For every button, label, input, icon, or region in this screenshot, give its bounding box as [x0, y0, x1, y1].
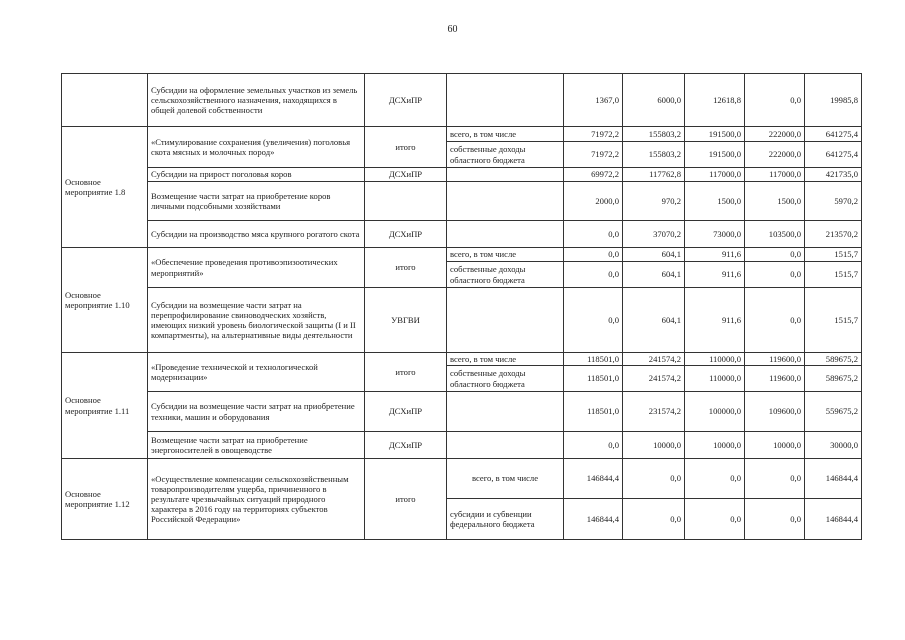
value-cell: 73000,0	[685, 221, 745, 248]
value-cell: 970,2	[623, 182, 685, 221]
table-row	[62, 459, 862, 499]
value-cell: 0,0	[564, 432, 623, 459]
value-cell: 222000,0	[745, 142, 805, 168]
value-cell: 911,6	[685, 288, 745, 353]
table-row	[62, 182, 862, 221]
value-cell: 641275,4	[805, 127, 862, 142]
value-cell: 5970,2	[805, 182, 862, 221]
row-code-cell	[62, 74, 148, 127]
value-cell: 10000,0	[685, 432, 745, 459]
value-cell: 69972,2	[564, 168, 623, 182]
row-source-cell: собственные доходы областного бюджета	[447, 142, 564, 168]
table-row	[62, 353, 862, 366]
row-source-cell	[447, 288, 564, 353]
value-cell: 100000,0	[685, 392, 745, 432]
value-cell: 0,0	[564, 288, 623, 353]
value-cell: 1500,0	[685, 182, 745, 221]
value-cell: 118501,0	[564, 353, 623, 366]
value-cell: 0,0	[745, 459, 805, 499]
row-source-cell	[447, 168, 564, 182]
value-cell: 10000,0	[745, 432, 805, 459]
row-name-cell: Субсидии на возмещение части затрат на приобретение техники, машин и оборудования	[148, 392, 365, 432]
row-executor-cell: итого	[365, 459, 447, 540]
row-executor-cell: ДСХиПР	[365, 432, 447, 459]
activity-code-cell: Основное мероприятие 1.11	[62, 353, 148, 459]
activity-name-cell: «Стимулирование сохранения (увеличения) поголовья скота мясных и молочных пород»	[148, 127, 365, 168]
value-cell: 641275,4	[805, 142, 862, 168]
row-source-cell: всего, в том числе	[447, 353, 564, 366]
value-cell: 146844,4	[564, 499, 623, 540]
value-cell: 110000,0	[685, 353, 745, 366]
table-row	[62, 392, 862, 432]
row-source-cell	[447, 392, 564, 432]
value-cell: 146844,4	[805, 459, 862, 499]
value-cell: 1515,7	[805, 248, 862, 262]
value-cell: 589675,2	[805, 353, 862, 366]
value-cell: 103500,0	[745, 221, 805, 248]
value-cell: 119600,0	[745, 353, 805, 366]
value-cell: 0,0	[623, 459, 685, 499]
value-cell: 2000,0	[564, 182, 623, 221]
row-executor-cell: итого	[365, 353, 447, 392]
value-cell: 118501,0	[564, 366, 623, 392]
value-cell: 559675,2	[805, 392, 862, 432]
activity-name-cell: «Осуществление компенсации сельскохозяйственным товаропроизводителям ущерба, причиненного в результате чрезвычайных ситуаций природного характера в 2016 году на территориях субъектов Российской Федерации»	[148, 459, 365, 540]
row-name-cell: Субсидии на оформление земельных участков из земель сельскохозяйственного назначения, находящихся в общей долевой собственности	[148, 74, 365, 127]
value-cell: 1500,0	[745, 182, 805, 221]
value-cell: 0,0	[685, 499, 745, 540]
budget-table	[61, 73, 862, 540]
value-cell: 241574,2	[623, 353, 685, 366]
value-cell: 191500,0	[685, 142, 745, 168]
row-source-cell: субсидии и субвенции федерального бюджета	[447, 499, 564, 540]
table-row	[62, 221, 862, 248]
value-cell: 1367,0	[564, 74, 623, 127]
row-executor-cell: ДСХиПР	[365, 221, 447, 248]
value-cell: 117762,8	[623, 168, 685, 182]
value-cell: 6000,0	[623, 74, 685, 127]
value-cell: 146844,4	[805, 499, 862, 540]
value-cell: 0,0	[745, 499, 805, 540]
activity-code-cell: Основное мероприятие 1.10	[62, 248, 148, 353]
value-cell: 0,0	[564, 248, 623, 262]
table-row	[62, 168, 862, 182]
row-source-cell	[447, 432, 564, 459]
table-row	[62, 288, 862, 353]
table-row	[62, 432, 862, 459]
value-cell: 1515,7	[805, 262, 862, 288]
value-cell: 0,0	[623, 499, 685, 540]
value-cell: 911,6	[685, 248, 745, 262]
value-cell: 421735,0	[805, 168, 862, 182]
row-executor-cell: ДСХиПР	[365, 168, 447, 182]
value-cell: 0,0	[564, 262, 623, 288]
page-number: 60	[447, 24, 458, 35]
table-row	[62, 127, 862, 142]
value-cell: 222000,0	[745, 127, 805, 142]
row-source-cell	[447, 221, 564, 248]
row-source-cell: всего, в том числе	[447, 248, 564, 262]
value-cell: 155803,2	[623, 127, 685, 142]
value-cell: 213570,2	[805, 221, 862, 248]
activity-code-cell: Основное мероприятие 1.8	[62, 127, 148, 248]
value-cell: 0,0	[564, 221, 623, 248]
row-name-cell: Возмещение части затрат на приобретение коров личными подсобными хозяйствами	[148, 182, 365, 221]
row-executor-cell: ДСХиПР	[365, 74, 447, 127]
value-cell: 119600,0	[745, 366, 805, 392]
value-cell: 155803,2	[623, 142, 685, 168]
row-executor-cell	[365, 182, 447, 221]
value-cell: 146844,4	[564, 459, 623, 499]
row-name-cell: Возмещение части затрат на приобретение энергоносителей в овощеводстве	[148, 432, 365, 459]
value-cell: 12618,8	[685, 74, 745, 127]
value-cell: 604,1	[623, 248, 685, 262]
value-cell: 118501,0	[564, 392, 623, 432]
value-cell: 241574,2	[623, 366, 685, 392]
row-executor-cell: итого	[365, 248, 447, 288]
value-cell: 604,1	[623, 262, 685, 288]
row-name-cell: Субсидии на возмещение части затрат на перепрофилирование свиноводческих хозяйств, имеющих низкий уровень биологической защиты (I и II компартменты), на альтернативные виды деятельности	[148, 288, 365, 353]
row-executor-cell: итого	[365, 127, 447, 168]
value-cell: 604,1	[623, 288, 685, 353]
row-executor-cell: УВГВИ	[365, 288, 447, 353]
row-source-cell	[447, 182, 564, 221]
value-cell: 0,0	[745, 248, 805, 262]
value-cell: 109600,0	[745, 392, 805, 432]
value-cell: 911,6	[685, 262, 745, 288]
value-cell: 30000,0	[805, 432, 862, 459]
table-row	[62, 248, 862, 262]
value-cell: 37070,2	[623, 221, 685, 248]
row-name-cell: Субсидии на прирост поголовья коров	[148, 168, 365, 182]
value-cell: 1515,7	[805, 288, 862, 353]
row-source-cell: собственные доходы областного бюджета	[447, 262, 564, 288]
value-cell: 117000,0	[745, 168, 805, 182]
activity-code-cell: Основное мероприятие 1.12	[62, 459, 148, 540]
row-executor-cell: ДСХиПР	[365, 392, 447, 432]
value-cell: 0,0	[745, 74, 805, 127]
value-cell: 10000,0	[623, 432, 685, 459]
value-cell: 231574,2	[623, 392, 685, 432]
activity-name-cell: «Проведение технической и технологической модернизации»	[148, 353, 365, 392]
row-name-cell: Субсидии на производство мяса крупного рогатого скота	[148, 221, 365, 248]
value-cell: 0,0	[745, 262, 805, 288]
row-source-cell: собственные доходы областного бюджета	[447, 366, 564, 392]
row-source-cell: всего, в том числе	[447, 459, 564, 499]
value-cell: 19985,8	[805, 74, 862, 127]
table-row	[62, 74, 862, 127]
value-cell: 589675,2	[805, 366, 862, 392]
activity-name-cell: «Обеспечение проведения противоэпизоотических мероприятий»	[148, 248, 365, 288]
value-cell: 117000,0	[685, 168, 745, 182]
value-cell: 71972,2	[564, 127, 623, 142]
value-cell: 110000,0	[685, 366, 745, 392]
value-cell: 0,0	[685, 459, 745, 499]
value-cell: 71972,2	[564, 142, 623, 168]
value-cell: 191500,0	[685, 127, 745, 142]
value-cell: 0,0	[745, 288, 805, 353]
row-source-cell: всего, в том числе	[447, 127, 564, 142]
row-source-cell	[447, 74, 564, 127]
